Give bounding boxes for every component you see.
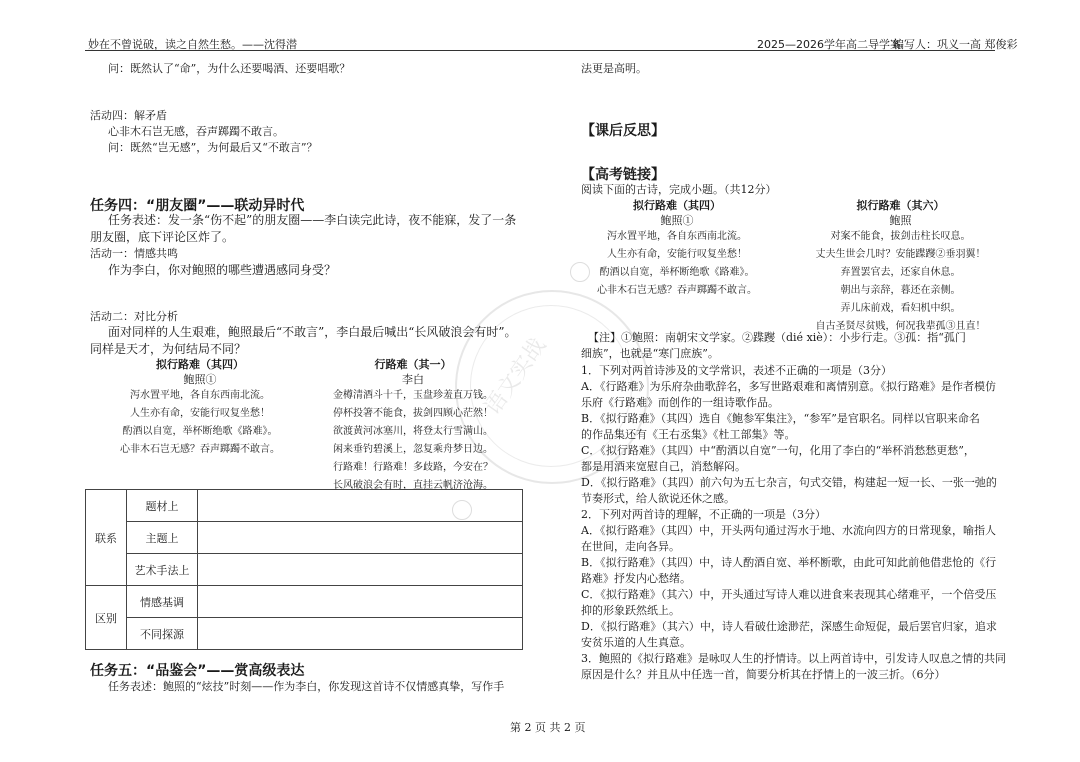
poem-title: 行路难（其一） (374, 358, 452, 371)
poem-nixinglunan4-left (100, 356, 300, 459)
question1: 1．下列对两首诗涉及的文学常识，表述不正确的一项是（3分） (581, 364, 892, 377)
poem-line: 闲来垂钓碧溪上，忽复乘舟梦日边。 (333, 444, 493, 455)
poem-line: 行路难！行路难！多歧路，今安在？ (333, 462, 493, 473)
task4-title: 任务四：“朋友圈”——联动异时代 (90, 198, 305, 214)
poem-line: 对案不能食，拔剑击柱长叹息。 (830, 231, 971, 242)
poem-title: 拟行路难（其四） (156, 358, 244, 371)
question1-option-a-cont: 乐府《行路难》而创作的一组诗歌作品。 (581, 396, 779, 409)
poem-line: 泻水置平地，各自东西南北流。 (130, 390, 270, 401)
annotation-line1: 【注】①鲍照：南朝宋文学家。②蹀躞（dié xiè）：小步行走。③孤：指“孤门 (588, 331, 966, 344)
question2-option-d[interactable]: D．《拟行路难》（其六）中，诗人看破仕途渺茫，深感生命短促，最后罢官归家，追求 (581, 620, 997, 633)
question1-option-d-cont: 节奏形式，给人欲说还休之感。 (581, 492, 735, 505)
comparison-table (85, 489, 523, 650)
header-divider (85, 50, 995, 51)
reading-intro: 阅读下面的古诗，完成小题。（共12分） (581, 183, 777, 196)
question2-option-c[interactable]: C．《拟行路难》（其六）中，开头通过写诗人难以进食来表现其心绪难平，一个倍受压 (581, 588, 997, 601)
header-motto: 妙在不曾说破，读之自然生愁。——沈得潜 (88, 38, 297, 51)
question2-option-c-cont: 抑的形象跃然纸上。 (581, 604, 680, 617)
activity4-question: 问：既然“岂无感”，为何最后又“不敢言”？ (108, 141, 318, 154)
gaokao-link: 【高考链接】 (581, 167, 665, 183)
task5-description: 任务表述：鲍照的“炫技”时刻——作为李白，你发现这首诗不仅情感真挚，写作手 (108, 680, 505, 693)
poem-line: 欲渡黄河冰塞川，将登太行雪满山。 (333, 426, 493, 437)
poem-line: 泻水置平地，各自东西南北流。 (607, 231, 747, 242)
question2-option-b-cont: 路难》抒发内心愁绪。 (581, 572, 691, 585)
poem-author: 鲍照① (660, 214, 694, 227)
table-row-label: 主题上 (127, 522, 198, 554)
question2-option-a-cont: 在世间，走向各异。 (581, 540, 680, 553)
poem-author: 鲍照① (183, 373, 217, 386)
poem-line: 酌酒以自宽，举杯断绝歌《路难》。 (599, 267, 755, 278)
annotation-line2: 细族”，也就是“寒门庶族”。 (581, 347, 719, 360)
question1-option-c-cont: 都是用酒来宽慰自己，消愁解闷。 (581, 460, 746, 473)
question2-option-a[interactable]: A．《拟行路难》（其四）中，开头两句通过泻水于地、水流向四方的日常现象，喻指人 (581, 524, 996, 537)
poem-nixinglunan4-right (592, 197, 762, 300)
table-row-label: 情感基调 (127, 586, 198, 618)
activity2-title: 活动二：对比分析 (90, 310, 178, 323)
poem-line: 弄儿床前戏，看妇机中织。 (840, 303, 961, 314)
watermark-text: 语文实战 (480, 333, 552, 420)
after-class-reflection: 【课后反思】 (581, 123, 665, 139)
poem-line: 金樽清酒斗十千，玉盘珍羞直万钱。 (333, 390, 493, 401)
question1-option-c[interactable]: C．《拟行路难》（其四）中“酌酒以自宽”一句，化用了李白的“举杯消愁愁更愁”， (581, 444, 975, 457)
question1-option-b-cont: 的作品集还有《王右丞集》《杜工部集》等。 (581, 428, 796, 441)
poem-line: 长风破浪会有时，直挂云帆济沧海。 (333, 480, 493, 491)
table-answer-cell[interactable] (198, 618, 523, 650)
table-answer-cell[interactable] (198, 586, 523, 618)
activity2-description: 面对同样的人生艰难，鲍照最后“不敢言”，李白最后喊出“长风破浪会有时”。同样是天才，为何结局不同？ (90, 325, 517, 356)
activity1-question: 作为李白，你对鲍照的哪些遭遇感同身受？ (108, 263, 337, 277)
question3-cont: 原因是什么？并且从中任选一首，简要分析其在抒情上的一波三折。（6分） (581, 668, 946, 681)
poem-author: 鲍照 (889, 214, 912, 227)
table-answer-cell[interactable] (198, 490, 523, 522)
poem-line: 朝出与亲辞，暮还在亲侧。 (840, 285, 961, 296)
header-author: 编写人：巩义一高 郑俊彩 (893, 38, 1018, 51)
question1-option-d[interactable]: D．《拟行路难》（其四）前六句为五七杂言，句式交错，构建起一短一长、一张一弛的 (581, 476, 997, 489)
table-answer-cell[interactable] (198, 554, 523, 586)
table-group-label: 区别 (86, 586, 127, 650)
poem-line: 心非木石岂无感？吞声踯躅不敢言。 (597, 285, 757, 296)
header-course: 2025—2026学年高二导学案 (757, 38, 901, 51)
question1-option-a[interactable]: A．《行路难》为乐府杂曲歌辞名，多写世路艰难和离情别意。《拟行路难》是作者模仿 (581, 380, 996, 393)
watermark-dot (570, 262, 590, 282)
task5-title: 任务五：“品鉴会”——赏高级表达 (90, 663, 305, 679)
question3: 3．鲍照的《拟行路难》是咏叹人生的抒情诗。以上两首诗中，引发诗人叹息之情的共同 (581, 652, 1006, 665)
question1-option-b[interactable]: B．《拟行路难》（其四）选自《鲍参军集注》，“参军”是官职名。同样以官职来命名 (581, 412, 980, 425)
poem-line: 酌酒以自宽，举杯断绝歌《路难》。 (122, 426, 278, 437)
table-row-label: 题材上 (127, 490, 198, 522)
question2-option-b[interactable]: B．《拟行路难》（其四）中，诗人酌酒自宽、举杯断歌，由此可知此前他借悲怆的《行 (581, 556, 997, 569)
activity1-title: 活动一：情感共鸣 (90, 247, 178, 260)
poem-nixinglunan6 (803, 197, 998, 336)
question-ming: 问：既然认了“命”，为什么还要喝酒、还要唱歌？ (108, 62, 351, 75)
task4-description: 任务表述：发一条“伤不起”的朋友圈——李白读完此诗，夜不能寐，发了一条朋友圈，底下评论区炸了。 (90, 213, 517, 244)
poem-xinglunan1 (318, 356, 508, 495)
question2: 2．下列对两首诗的理解，不正确的一项是（3分） (581, 508, 826, 521)
poem-line: 人生亦有命，安能行叹复坐愁！ (130, 408, 270, 419)
continued-text: 法更是高明。 (581, 62, 647, 75)
poem-line: 停杯投箸不能食，拔剑四顾心茫然！ (333, 408, 493, 419)
table-group-label: 联系 (86, 490, 127, 586)
poem-line: 心非木石岂无感？吞声踯躅不敢言。 (120, 444, 280, 455)
poem-line: 丈夫生世会几时？安能蹀躞②垂羽翼！ (815, 249, 986, 260)
poem-title: 拟行路难（其六） (856, 199, 945, 212)
poem-line: 人生亦有命，安能行叹复坐愁！ (607, 249, 747, 260)
table-row-label: 艺术手法上 (127, 554, 198, 586)
table-answer-cell[interactable] (198, 522, 523, 554)
poem-author: 李白 (402, 373, 424, 386)
poem-line: 弃置罢官去，还家自休息。 (840, 267, 961, 278)
poem-title: 拟行路难（其四） (633, 199, 721, 212)
activity4-quote: 心非木石岂无感，吞声踯躅不敢言。 (108, 125, 284, 138)
activity4-title: 活动四：解矛盾 (90, 109, 167, 122)
question2-option-d-cont: 安贫乐道的人生真意。 (581, 636, 691, 649)
page-number: 第 2 页 共 2 页 (510, 721, 586, 734)
table-row-label: 不同探源 (127, 618, 198, 650)
poem-line: 自古圣贤尽贫贱，何况我辈孤③且直！ (815, 321, 986, 332)
